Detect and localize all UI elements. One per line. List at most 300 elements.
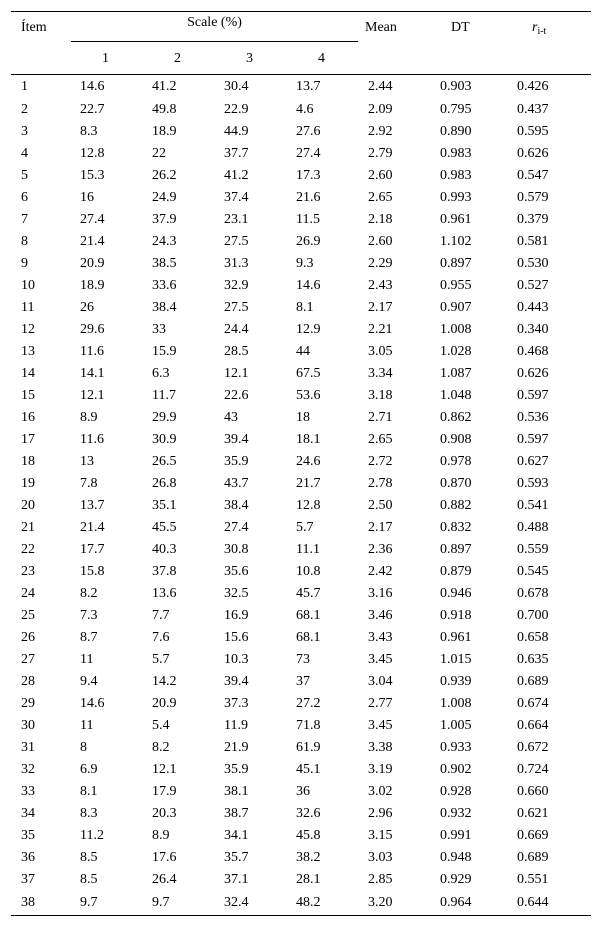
- scale-2-value: 49.8: [152, 102, 177, 117]
- mean-value: 3.04: [368, 674, 393, 689]
- table-row: [11, 143, 591, 165]
- mean-value: 3.15: [368, 828, 393, 843]
- dt-value: 0.902: [440, 762, 472, 777]
- scale-4-value: 24.6: [296, 454, 321, 469]
- table-row: [11, 495, 591, 517]
- mean-value: 3.16: [368, 586, 393, 601]
- item-number: 37: [21, 872, 35, 887]
- scale-4-value: 28.1: [296, 872, 321, 887]
- r-item-total-value: 0.689: [517, 850, 549, 865]
- scale-3-value: 27.5: [224, 234, 249, 249]
- dt-value: 0.897: [440, 256, 472, 271]
- r-item-total-value: 0.689: [517, 674, 549, 689]
- r-item-total-value: 0.443: [517, 300, 549, 315]
- r-item-total-value: 0.635: [517, 652, 549, 667]
- scale-3-value: 37.4: [224, 190, 249, 205]
- table-row: [11, 319, 591, 341]
- item-number: 30: [21, 718, 35, 733]
- scale-4-value: 13.7: [296, 79, 321, 94]
- mean-value: 3.02: [368, 784, 393, 799]
- item-number: 31: [21, 740, 35, 755]
- scale-4-value: 27.6: [296, 124, 321, 139]
- scale-2-value: 37.9: [152, 212, 177, 227]
- dt-value: 0.932: [440, 806, 472, 821]
- item-number: 23: [21, 564, 35, 579]
- r-item-total-value: 0.468: [517, 344, 549, 359]
- mean-value: 3.19: [368, 762, 393, 777]
- mean-value: 3.46: [368, 608, 393, 623]
- scale-2-value: 11.7: [152, 388, 176, 403]
- scale-2-value: 26.5: [152, 454, 177, 469]
- scale-1-value: 17.7: [80, 542, 105, 557]
- mean-value: 2.71: [368, 410, 393, 425]
- table-row: [11, 649, 591, 671]
- r-item-total-value: 0.660: [517, 784, 549, 799]
- item-number: 22: [21, 542, 35, 557]
- scale-2-value: 13.6: [152, 586, 177, 601]
- r-item-total-value: 0.579: [517, 190, 549, 205]
- scale-1-value: 8.2: [80, 586, 98, 601]
- item-number: 15: [21, 388, 35, 403]
- r-item-total-value: 0.678: [517, 586, 549, 601]
- table-row: [11, 165, 591, 187]
- scale-1-value: 15.3: [80, 168, 105, 183]
- item-number: 33: [21, 784, 35, 799]
- r-item-total-value: 0.426: [517, 79, 549, 94]
- scale-2-value: 20.3: [152, 806, 177, 821]
- scale-3-value: 32.4: [215, 891, 287, 916]
- dt-value: 0.961: [440, 212, 472, 227]
- r-item-total-value: 0.340: [517, 322, 549, 337]
- scale-3-value: 27.5: [224, 300, 249, 315]
- scale-2-value: 8.2: [152, 740, 170, 755]
- mean-value: 2.43: [368, 278, 393, 293]
- item-number: 26: [21, 630, 35, 645]
- mean-value: 2.60: [368, 168, 393, 183]
- header-scale-1: 1: [102, 51, 109, 66]
- scale-4-value: 5.7: [296, 520, 314, 535]
- r-item-total-value: 0.541: [517, 498, 549, 513]
- dt-value: 0.978: [440, 454, 472, 469]
- dt-value: 0.983: [440, 146, 472, 161]
- mean-value: 2.21: [368, 322, 393, 337]
- scale-1-value: 12.1: [80, 388, 105, 403]
- item-number: 6: [21, 190, 28, 205]
- table-row: [11, 517, 591, 539]
- scale-2-value: 45.5: [152, 520, 177, 535]
- header-dt: DT: [451, 20, 470, 35]
- mean-value: 2.36: [368, 542, 393, 557]
- dt-value: 0.870: [440, 476, 472, 491]
- scale-1-value: 13: [80, 454, 94, 469]
- scale-3-value: 32.9: [224, 278, 249, 293]
- scale-4-value: 32.6: [296, 806, 321, 821]
- scale-2-value: 26.8: [152, 476, 177, 491]
- header-r-item-total: [509, 12, 591, 75]
- dt-value: 0.908: [440, 432, 472, 447]
- scale-4-value: 45.1: [296, 762, 321, 777]
- scale-4-value: 14.6: [296, 278, 321, 293]
- r-item-total-value: 0.545: [517, 564, 549, 579]
- item-number: 12: [21, 322, 35, 337]
- scale-3-value: 22.6: [224, 388, 249, 403]
- scale-3-value: 39.4: [224, 432, 249, 447]
- r-item-total-value: 0.527: [517, 278, 549, 293]
- scale-4-value: 12.8: [296, 498, 321, 513]
- table-row: [11, 693, 591, 715]
- scale-3-value: 16.9: [224, 608, 249, 623]
- scale-4-value: 4.6: [296, 102, 314, 117]
- scale-4-value: 18.1: [296, 432, 321, 447]
- scale-4-value: 11.5: [296, 212, 320, 227]
- scale-3-value: 23.1: [224, 212, 249, 227]
- table-row: [11, 75, 591, 100]
- dt-value: 1.015: [440, 652, 472, 667]
- r-item-total-value: 0.626: [517, 366, 549, 381]
- mean-value: 2.60: [368, 234, 393, 249]
- scale-1-value: 14.6: [80, 79, 105, 94]
- r-item-total-value: 0.664: [517, 718, 549, 733]
- scale-2-value: 37.8: [152, 564, 177, 579]
- scale-2-value: 8.9: [152, 828, 170, 843]
- r-item-total-value: 0.536: [517, 410, 549, 425]
- scale-4-value: 17.3: [296, 168, 321, 183]
- dt-value: 0.897: [440, 542, 472, 557]
- scale-3-value: 37.1: [224, 872, 249, 887]
- scale-2-value: 6.3: [152, 366, 170, 381]
- table-row: [11, 363, 591, 385]
- mean-value: 3.05: [368, 344, 393, 359]
- scale-2-value: 38.5: [152, 256, 177, 271]
- scale-2-value: 5.7: [152, 652, 170, 667]
- scale-4-value: 73: [296, 652, 310, 667]
- dt-value: 0.907: [440, 300, 472, 315]
- table-row: [11, 891, 591, 916]
- scale-2-value: 15.9: [152, 344, 177, 359]
- item-number: 7: [21, 212, 28, 227]
- scale-4-value: 48.2: [287, 891, 359, 916]
- scale-3-value: 37.3: [224, 696, 249, 711]
- scale-3-value: 35.9: [224, 454, 249, 469]
- scale-3-value: 35.6: [224, 564, 249, 579]
- table-row: [11, 759, 591, 781]
- item-number: 35: [21, 828, 35, 843]
- r-item-total-value: 0.559: [517, 542, 549, 557]
- scale-1-value: 18.9: [80, 278, 105, 293]
- item-number: 29: [21, 696, 35, 711]
- scale-3-value: 12.1: [224, 366, 249, 381]
- dt-value: 0.939: [440, 674, 472, 689]
- mean-value: 3.03: [368, 850, 393, 865]
- mean-value: 2.44: [368, 79, 393, 94]
- item-number: 24: [21, 586, 35, 601]
- scale-3-value: 27.4: [224, 520, 249, 535]
- item-number: 5: [21, 168, 28, 183]
- r-item-total-value: 0.581: [517, 234, 549, 249]
- table-row: [11, 473, 591, 495]
- r-item-total-value: 0.672: [517, 740, 549, 755]
- r-item-total-value: 0.621: [517, 806, 549, 821]
- item-number: 17: [21, 432, 35, 447]
- scale-3-value: 11.9: [224, 718, 248, 733]
- r-item-total-value: 0.379: [517, 212, 549, 227]
- item-number: 10: [21, 278, 35, 293]
- scale-2-value: 22: [152, 146, 166, 161]
- scale-4-value: 9.3: [296, 256, 314, 271]
- scale-3-value: 35.9: [224, 762, 249, 777]
- scale-1-value: 11.6: [80, 344, 104, 359]
- scale-3-value: 30.8: [224, 542, 249, 557]
- item-number: 21: [21, 520, 35, 535]
- dt-value: 0.879: [440, 564, 472, 579]
- scale-1-value: 8.9: [80, 410, 98, 425]
- header-scale-label: Scale (%): [71, 15, 358, 42]
- item-number: 3: [21, 124, 28, 139]
- r-item-total-value: 0.627: [517, 454, 549, 469]
- dt-value: 0.964: [431, 891, 509, 916]
- scale-4-value: 38.2: [296, 850, 321, 865]
- mean-value: 2.85: [368, 872, 393, 887]
- header-r-symbol: r: [532, 20, 538, 35]
- item-number: 18: [21, 454, 35, 469]
- scale-4-value: 37: [296, 674, 310, 689]
- dt-value: 0.983: [440, 168, 472, 183]
- scale-4-value: 68.1: [296, 630, 321, 645]
- dt-value: 0.946: [440, 586, 472, 601]
- scale-3-value: 39.4: [224, 674, 249, 689]
- dt-value: 1.048: [440, 388, 472, 403]
- scale-2-value: 5.4: [152, 718, 170, 733]
- scale-1-value: 14.6: [80, 696, 105, 711]
- header-scale: [71, 12, 359, 45]
- mean-value: 3.45: [368, 718, 393, 733]
- item-number: 13: [21, 344, 35, 359]
- item-number: 25: [21, 608, 35, 623]
- dt-value: 0.933: [440, 740, 472, 755]
- scale-2-value: 41.2: [152, 79, 177, 94]
- scale-2-value: 30.9: [152, 432, 177, 447]
- scale-2-value: 24.9: [152, 190, 177, 205]
- r-item-total-value: 0.626: [517, 146, 549, 161]
- scale-4-value: 21.7: [296, 476, 321, 491]
- scale-3-value: 38.7: [224, 806, 249, 821]
- header-scale-2: 2: [174, 51, 181, 66]
- table-row: [11, 561, 591, 583]
- scale-4-value: 67.5: [296, 366, 321, 381]
- header-r-subscript: i-t: [537, 26, 547, 37]
- dt-value: 1.008: [440, 322, 472, 337]
- r-item-total-value: 0.595: [517, 124, 549, 139]
- scale-1-value: 11.6: [80, 432, 104, 447]
- scale-2-value: 18.9: [152, 124, 177, 139]
- scale-2-value: 29.9: [152, 410, 177, 425]
- r-item-total-value: 0.700: [517, 608, 549, 623]
- scale-4-value: 36: [296, 784, 310, 799]
- dt-value: 1.102: [440, 234, 472, 249]
- scale-1-value: 9.7: [71, 891, 143, 916]
- scale-2-value: 9.7: [143, 891, 215, 916]
- scale-2-value: 40.3: [152, 542, 177, 557]
- scale-4-value: 12.9: [296, 322, 321, 337]
- mean-value: 2.77: [368, 696, 393, 711]
- table-row: [11, 583, 591, 605]
- dt-value: 0.929: [440, 872, 472, 887]
- table-row: [11, 627, 591, 649]
- scale-3-value: 34.1: [224, 828, 249, 843]
- scale-3-value: 28.5: [224, 344, 249, 359]
- item-number: 27: [21, 652, 35, 667]
- dt-value: 1.028: [440, 344, 472, 359]
- scale-4-value: 45.7: [296, 586, 321, 601]
- dt-value: 0.993: [440, 190, 472, 205]
- dt-value: 0.890: [440, 124, 472, 139]
- scale-4-value: 11.1: [296, 542, 320, 557]
- scale-3-value: 30.4: [224, 79, 249, 94]
- scale-1-value: 22.7: [80, 102, 105, 117]
- scale-3-value: 38.4: [224, 498, 249, 513]
- dt-value: 0.961: [440, 630, 472, 645]
- dt-value: 0.928: [440, 784, 472, 799]
- item-number: 14: [21, 366, 35, 381]
- mean-value: 3.43: [368, 630, 393, 645]
- dt-value: 0.948: [440, 850, 472, 865]
- table-row: [11, 407, 591, 429]
- scale-1-value: 8.5: [80, 850, 98, 865]
- item-number: 28: [21, 674, 35, 689]
- item-number: 38: [11, 891, 71, 916]
- table-row: [11, 253, 591, 275]
- table-row: [11, 671, 591, 693]
- scale-2-value: 14.2: [152, 674, 177, 689]
- mean-value: 3.34: [368, 366, 393, 381]
- dt-value: 0.862: [440, 410, 472, 425]
- table-row: [11, 781, 591, 803]
- scale-1-value: 7.8: [80, 476, 98, 491]
- scale-1-value: 8.1: [80, 784, 98, 799]
- scale-1-value: 15.8: [80, 564, 105, 579]
- mean-value: 2.65: [368, 190, 393, 205]
- item-number: 1: [21, 79, 28, 94]
- item-number: 36: [21, 850, 35, 865]
- scale-3-value: 24.4: [224, 322, 249, 337]
- mean-value: 3.18: [368, 388, 393, 403]
- scale-1-value: 21.4: [80, 234, 105, 249]
- scale-4-value: 27.2: [296, 696, 321, 711]
- scale-1-value: 26: [80, 300, 94, 315]
- r-item-total-value: 0.644: [509, 891, 591, 916]
- item-number: 8: [21, 234, 28, 249]
- scale-3-value: 41.2: [224, 168, 249, 183]
- dt-value: 1.087: [440, 366, 472, 381]
- table-row: [11, 121, 591, 143]
- scale-1-value: 11.2: [80, 828, 104, 843]
- scale-1-value: 8.3: [80, 124, 98, 139]
- r-item-total-value: 0.597: [517, 388, 549, 403]
- mean-value: 3.20: [359, 891, 431, 916]
- r-item-total-value: 0.551: [517, 872, 549, 887]
- item-number: 16: [21, 410, 35, 425]
- scale-1-value: 11: [80, 652, 94, 667]
- scale-4-value: 45.8: [296, 828, 321, 843]
- mean-value: 2.18: [368, 212, 393, 227]
- dt-value: 0.795: [440, 102, 472, 117]
- scale-2-value: 17.6: [152, 850, 177, 865]
- item-number: 2: [21, 102, 28, 117]
- r-item-total-value: 0.593: [517, 476, 549, 491]
- table-row: [11, 429, 591, 451]
- mean-value: 2.42: [368, 564, 393, 579]
- table-row: [11, 187, 591, 209]
- scale-4-value: 26.9: [296, 234, 321, 249]
- scale-1-value: 8.3: [80, 806, 98, 821]
- mean-value: 2.29: [368, 256, 393, 271]
- header-mean: Mean: [365, 20, 397, 35]
- table-row: [11, 341, 591, 363]
- table-row: [11, 737, 591, 759]
- item-number: 4: [21, 146, 28, 161]
- scale-2-value: 12.1: [152, 762, 177, 777]
- item-number: 20: [21, 498, 35, 513]
- dt-value: 0.903: [440, 79, 472, 94]
- table-row: [11, 825, 591, 847]
- scale-3-value: 35.7: [224, 850, 249, 865]
- dt-value: 1.005: [440, 718, 472, 733]
- table-row: [11, 539, 591, 561]
- scale-4-value: 10.8: [296, 564, 321, 579]
- scale-4-value: 44: [296, 344, 310, 359]
- r-item-total-value: 0.437: [517, 102, 549, 117]
- dt-value: 1.008: [440, 696, 472, 711]
- mean-value: 2.50: [368, 498, 393, 513]
- scale-4-value: 71.8: [296, 718, 321, 733]
- r-item-total-value: 0.669: [517, 828, 549, 843]
- scale-3-value: 10.3: [224, 652, 249, 667]
- header-row-top: [11, 12, 591, 45]
- table-row: [11, 803, 591, 825]
- header-scale-3: 3: [246, 51, 253, 66]
- scale-2-value: 35.1: [152, 498, 177, 513]
- scale-1-value: 8: [80, 740, 87, 755]
- r-item-total-value: 0.547: [517, 168, 549, 183]
- dt-value: 0.955: [440, 278, 472, 293]
- dt-value: 0.991: [440, 828, 472, 843]
- r-item-total-value: 0.530: [517, 256, 549, 271]
- scale-1-value: 11: [80, 718, 94, 733]
- dt-value: 0.882: [440, 498, 472, 513]
- mean-value: 2.17: [368, 520, 393, 535]
- mean-value: 2.92: [368, 124, 393, 139]
- mean-value: 2.78: [368, 476, 393, 491]
- scale-4-value: 27.4: [296, 146, 321, 161]
- scale-1-value: 21.4: [80, 520, 105, 535]
- r-item-total-value: 0.658: [517, 630, 549, 645]
- mean-value: 2.96: [368, 806, 393, 821]
- table-row: [11, 869, 591, 891]
- scale-2-value: 7.7: [152, 608, 170, 623]
- scale-2-value: 7.6: [152, 630, 170, 645]
- scale-1-value: 20.9: [80, 256, 105, 271]
- scale-4-value: 61.9: [296, 740, 321, 755]
- scale-2-value: 38.4: [152, 300, 177, 315]
- r-item-total-value: 0.597: [517, 432, 549, 447]
- item-number: 34: [21, 806, 35, 821]
- r-item-total-value: 0.488: [517, 520, 549, 535]
- table-row: [11, 275, 591, 297]
- scale-1-value: 8.7: [80, 630, 98, 645]
- header-scale-4: 4: [318, 51, 325, 66]
- mean-value: 3.38: [368, 740, 393, 755]
- scale-3-value: 38.1: [224, 784, 249, 799]
